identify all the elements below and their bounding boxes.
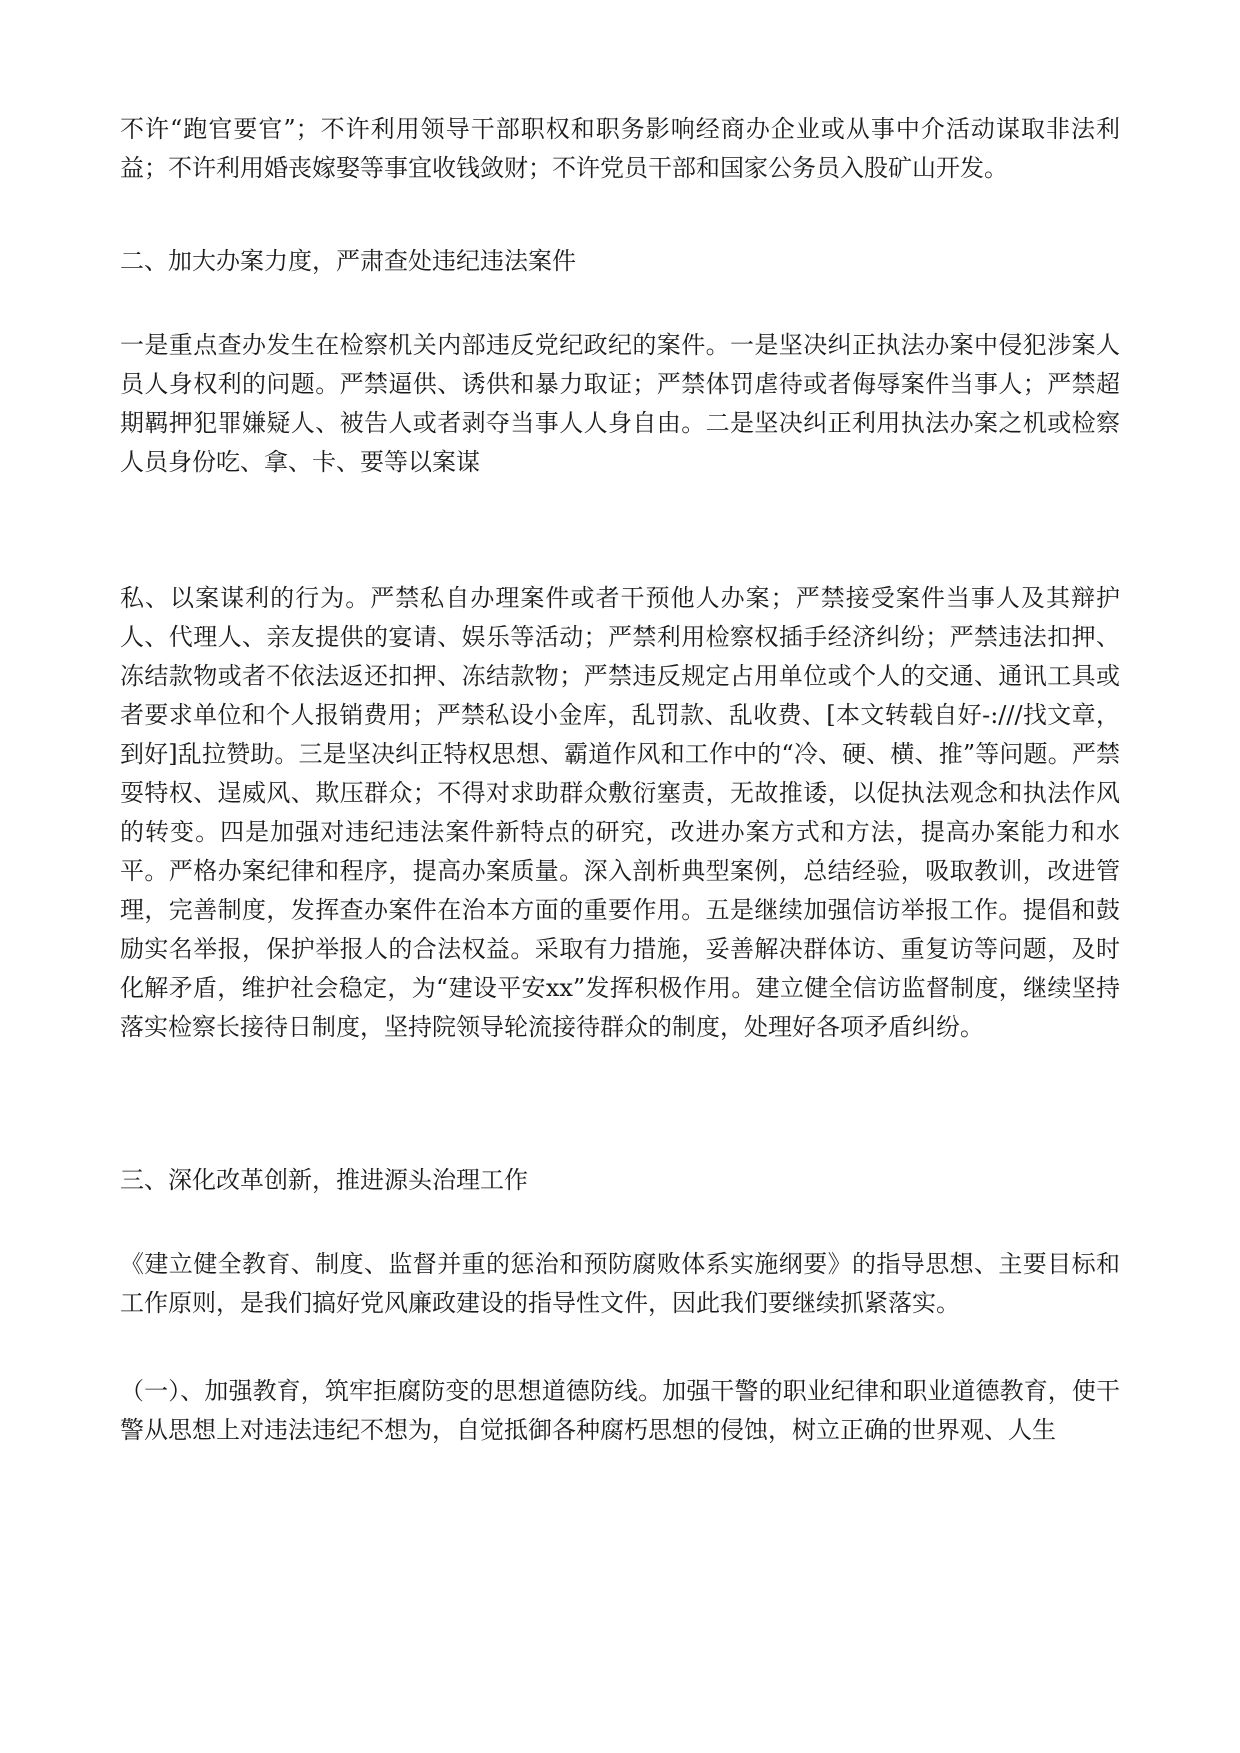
- paragraph-case-handling-continued: 私、以案谋利的行为。严禁私自办理案件或者干预他人办案；严禁接受案件当事人及其辩护人、代理人、亲友提供的宴请、娱乐等活动；严禁利用检察权插手经济纠纷；严禁违法扣押、冻结款物或者不依法返还扣押、冻结款物；严禁违反规定占用单位或个人的交通、通讯工具或者要求单位和个人报销费用；严禁私设小金库，乱罚款、乱收费、[本文转载自好-:///找文章，到好]乱拉赞助。三是坚决纠正特权思想、霸道作风和工作中的“冷、硬、横、推”等问题。严禁耍特权、逞威风、欺压群众；不得对求助群众敷衍塞责，无故推诿，以促执法观念和执法作风的转变。四是加强对违纪违法案件新特点的研究，改进办案方式和方法，提高办案能力和水平。严格办案纪律和程序，提高办案质量。深入剖析典型案例，总结经验，吸取教训，改进管理，完善制度，发挥查办案件在治本方面的重要作用。五是继续加强信访举报工作。提倡和鼓励实名举报，保护举报人的合法权益。采取有力措施，妥善解决群体访、重复访等问题，及时化解矛盾，维护社会稳定，为“建设平安xx”发挥积极作用。建立健全信访监督制度，继续坚持落实检察长接待日制度，坚持院领导轮流接待群众的制度，处理好各项矛盾纠纷。: [120, 584, 1120, 1041]
- paragraph-case-handling: 一是重点查办发生在检察机关内部违反党纪政纪的案件。一是坚决纠正执法办案中侵犯涉案人员人身权利的问题。严禁逼供、诱供和暴力取证；严禁体罚虐待或者侮辱案件当事人；严禁超期羁押犯罪嫌疑人、被告人或者剥夺当事人人身自由。二是坚决纠正利用执法办案之机或检察人员身份吃、拿、卡、要等以案谋: [120, 331, 1120, 476]
- paragraph-outline: 《建立健全教育、制度、监督并重的惩治和预防腐败体系实施纲要》的指导思想、主要目标和工作原则，是我们搞好党风廉政建设的指导性文件，因此我们要继续抓紧落实。: [120, 1250, 1120, 1317]
- paragraph-prohibitions: 不许“跑官要官”；不许利用领导干部职权和职务影响经商办企业或从事中介活动谋取非法利益；不许利用婚丧嫁娶等事宜收钱敛财；不许党员干部和国家公务员入股矿山开发。: [120, 115, 1120, 182]
- section-heading-2: 二、加大办案力度，严肃查处违纪违法案件: [120, 247, 576, 275]
- section-heading-3: 三、深化改革创新，推进源头治理工作: [120, 1166, 528, 1194]
- paragraph-education: （一）、加强教育，筑牢拒腐防变的思想道德防线。加强干警的职业纪律和职业道德教育，使干警从思想上对违法违纪不想为，自觉抵御各种腐朽思想的侵蚀，树立正确的世界观、人生: [120, 1377, 1120, 1444]
